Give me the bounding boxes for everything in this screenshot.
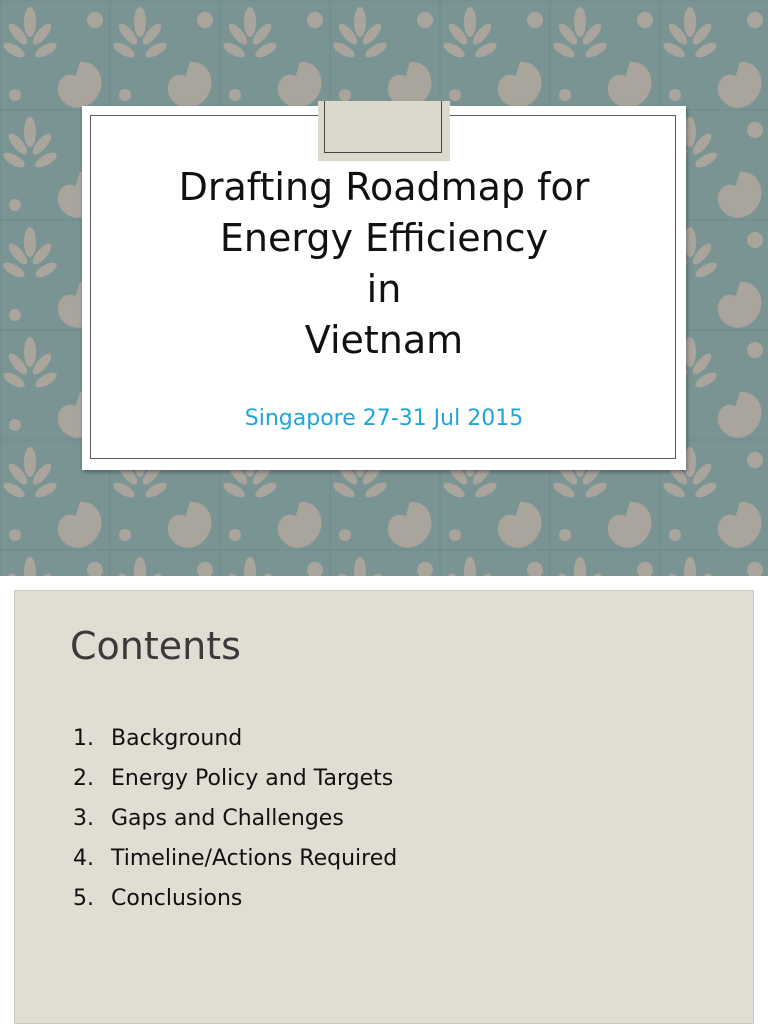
list-item bbox=[73, 759, 397, 799]
list-item bbox=[73, 839, 397, 879]
title-line: Energy Efficiency bbox=[219, 216, 549, 260]
list-item bbox=[73, 879, 397, 919]
item-label: Gaps and Challenges bbox=[111, 806, 344, 831]
contents-heading: Contents bbox=[70, 624, 241, 668]
item-label: Timeline/Actions Required bbox=[111, 846, 398, 871]
item-label: Background bbox=[111, 726, 243, 751]
slide-title bbox=[82, 162, 686, 366]
slide-subtitle: Singapore 27-31 Jul 2015 bbox=[244, 406, 524, 431]
title-card-tab bbox=[318, 101, 450, 161]
title-line: Drafting Roadmap for bbox=[178, 165, 590, 209]
list-item bbox=[73, 719, 397, 759]
agenda-list bbox=[73, 719, 397, 919]
item-label: Energy Policy and Targets bbox=[111, 766, 394, 791]
item-number: 3. bbox=[73, 806, 94, 831]
item-number: 5. bbox=[73, 886, 94, 911]
title-line: Vietnam bbox=[304, 318, 464, 362]
item-number: 4. bbox=[73, 846, 94, 871]
tab-inner-frame bbox=[324, 101, 442, 153]
title-line: in bbox=[366, 267, 402, 311]
item-number: 2. bbox=[73, 766, 94, 791]
contents-slide bbox=[14, 590, 754, 1024]
item-number: 1. bbox=[73, 726, 94, 751]
item-label: Conclusions bbox=[111, 886, 243, 911]
list-item bbox=[73, 799, 397, 839]
